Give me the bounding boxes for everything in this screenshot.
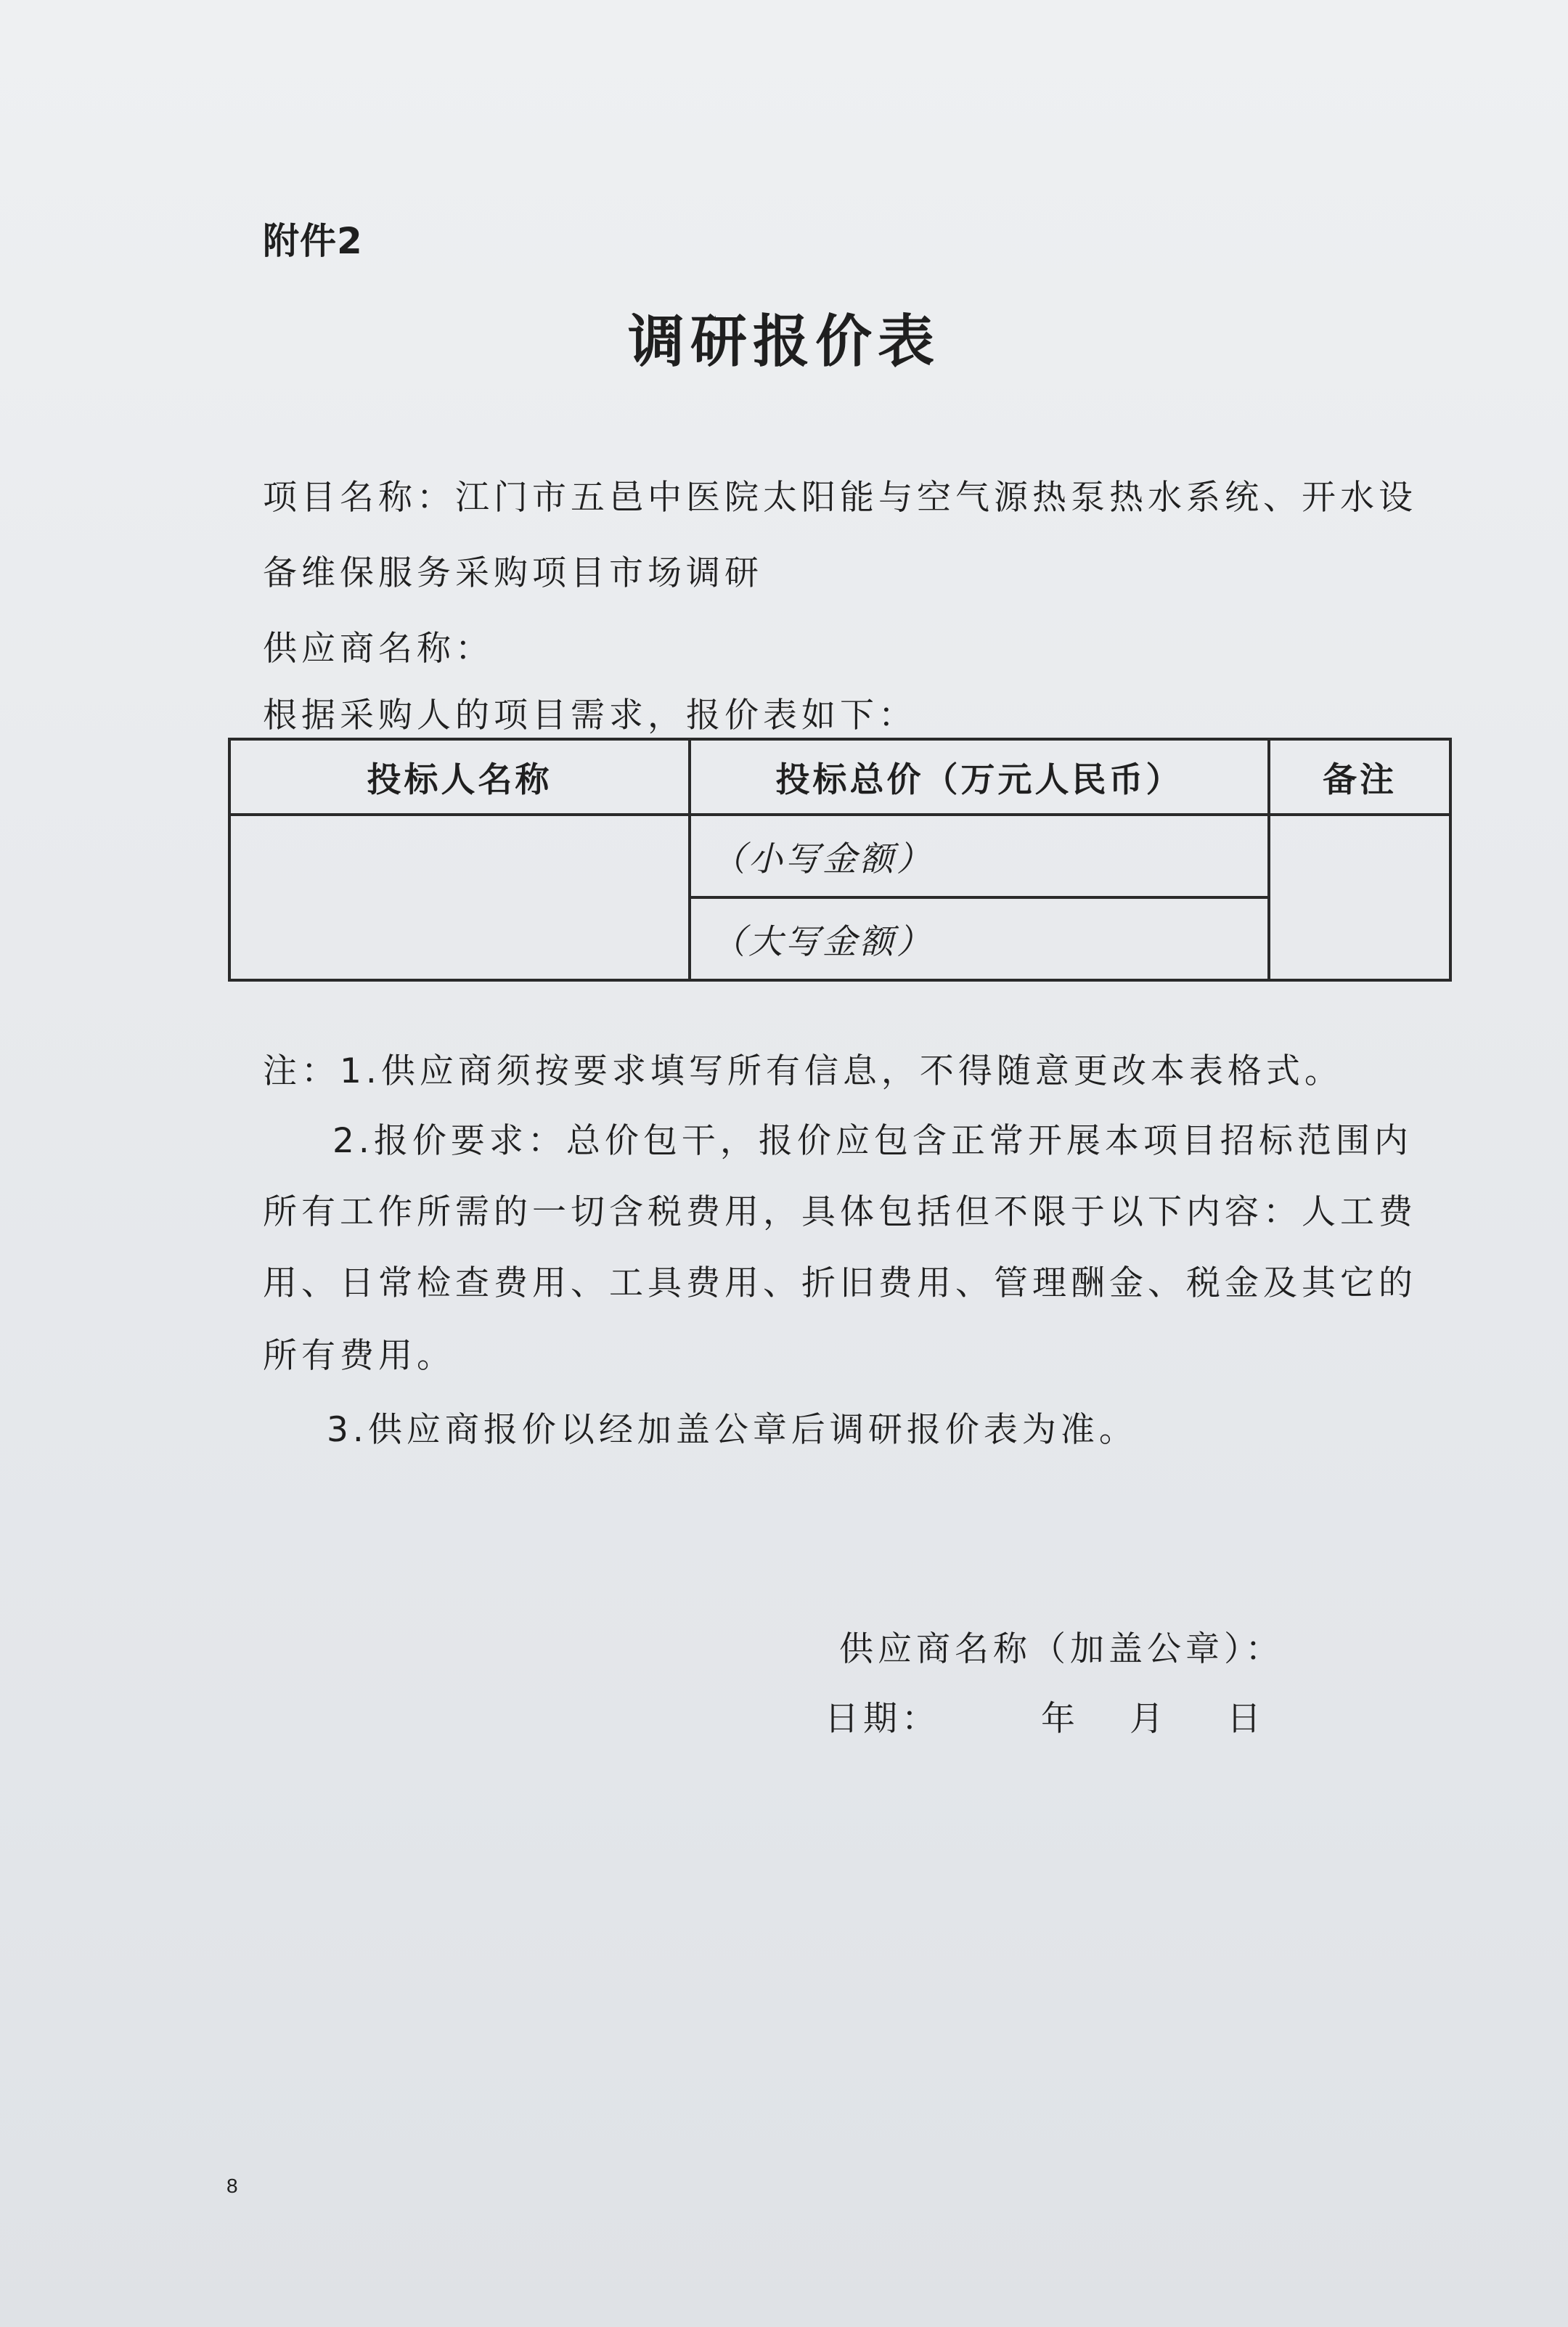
document-title: 调研报价表 [627,309,940,375]
attachment-label: 附件2 [263,220,363,262]
date-day: 日 [1227,1699,1265,1739]
note-2-line-1: 2.报价要求：总价包干，报价应包含正常开展本项目招标范围内 [332,1121,1413,1161]
date-year: 年 [1041,1699,1079,1739]
remarks-cell[interactable] [1269,815,1450,980]
header-total-price: 投标总价（万元人民币） [690,739,1269,815]
supplier-name-label: 供应商名称： [263,629,494,669]
page-number: 8 [226,2175,238,2197]
note-2-line-4: 所有费用。 [263,1336,455,1376]
header-remarks: 备注 [1269,739,1450,815]
note-2-line-3: 用、日常检查费用、工具费用、折旧费用、管理酬金、税金及其它的 [263,1263,1417,1303]
table-header-row [229,739,1450,815]
note-3: 3.供应商报价以经加盖公章后调研报价表为准。 [327,1410,1138,1450]
date-month: 月 [1130,1699,1168,1739]
note-1: 注：1.供应商须按要求填写所有信息，不得随意更改本表格式。 [263,1051,1343,1091]
bidder-name-cell[interactable] [229,815,690,980]
amount-small-cell[interactable]: （小写金额） [690,815,1269,897]
project-name-line-2: 备维保服务采购项目市场调研 [263,553,763,593]
quote-table [228,738,1452,982]
amount-large-cell[interactable]: （大写金额） [690,897,1269,980]
note-2-line-2: 所有工作所需的一切含税费用，具体包括但不限于以下内容：人工费 [263,1192,1417,1232]
header-bidder-name: 投标人名称 [229,739,690,815]
supplier-seal-label: 供应商名称（加盖公章）： [839,1629,1284,1669]
intro-text: 根据采购人的项目需求，报价表如下： [263,696,917,735]
date-label: 日期： [825,1699,940,1739]
project-name-line-1: 项目名称：江门市五邑中医院太阳能与空气源热泵热水系统、开水设 [263,478,1417,518]
table-row [229,815,1450,897]
